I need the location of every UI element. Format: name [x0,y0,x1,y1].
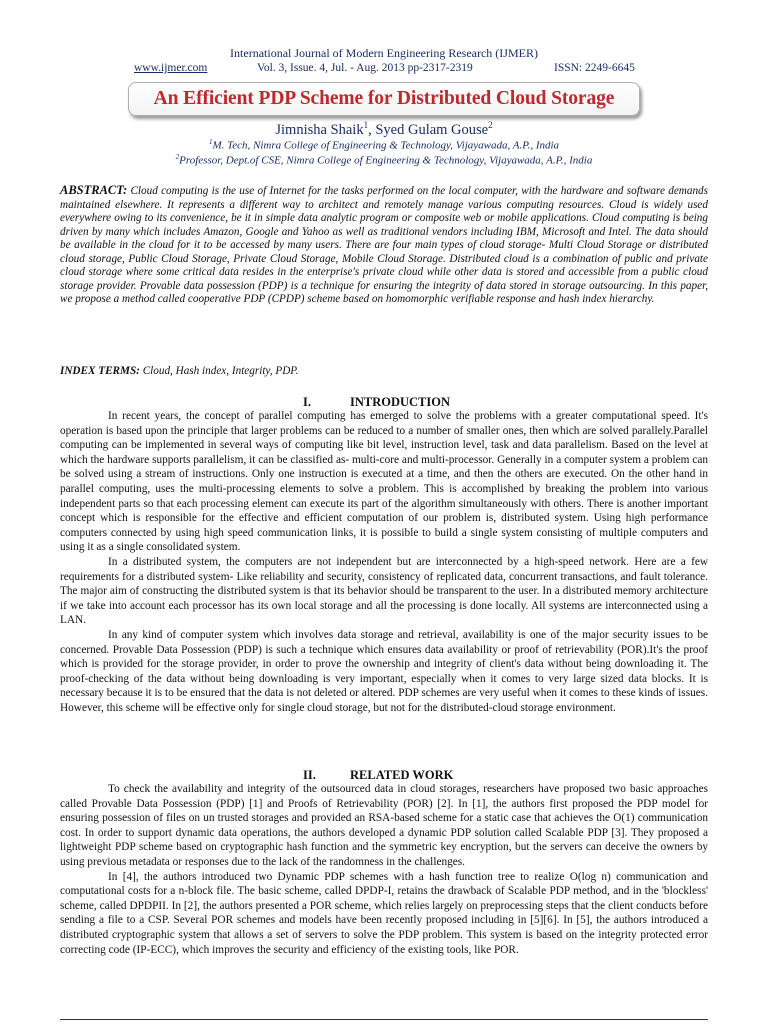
journal-url-link[interactable]: www.ijmer.com [134,62,208,74]
index-terms-text: Cloud, Hash index, Integrity, PDP. [139,365,299,377]
affiliation-1 [0,138,768,152]
paragraph: In [4], the authors introduced two Dynamic PDP schemes with a hash function tree to realize O(log n) communication and computational costs for a n-block file. The basic scheme, called DPDP-I, retains the drawback of Scalable PDP method, and in the 'blockless' scheme, called DPDPII. In [2], the authors presented a POR scheme, which relies largely on preprocessing steps that the client conducts before sending a file to a CSP. Several POR schemes and models have been recently proposed including in [5][6]. In [5], the authors introduced a distributed cryptographic system that allows a set of servers to solve the PDP problem. This system is based on the integrity protected error correcting code (IP-ECC), which improves the security and efficiency of the existing tools, like POR. [60,870,708,956]
abstract-text: Cloud computing is the use of Internet for the tasks performed on the local computer, with the hardware and software demands maintained elsewhere. It represents a different way to architect and remotely manage various computing resources. Cloud is widely used everywhere owing to its convenience, be it in simple data analytic program or composite web or mobile applications. Cloud computing is being driven by many which includes Amazon, Google and Yahoo as well as traditional vendors including IBM, Microsoft and Intel. The data should be available in the cloud for it to be accessed by many users. There are four main types of cloud storage- Multi Cloud Storage or distributed cloud storage, Public Cloud Storage, Private Cloud Storage, Mobile Cloud Storage. Distributed cloud is a combination of public and private cloud storage where some critical data resides in the enterprise's private cloud while other data is stored and accessible from a public cloud storage provider. Provable data possession (PDP) is a technique for ensuring the integrity of data stored in storage outsourcing. In this paper, we propose a method called cooperative PDP (CPDP) scheme based on homomorphic verifiable response and hash index hierarchy. [60,185,708,305]
issn: ISSN: 2249-6645 [554,62,635,74]
journal-name: International Journal of Modern Engineering Research (IJMER) [230,46,538,60]
section-number: I. [303,395,311,409]
affiliation-superscript: 2 [175,153,180,161]
author-line [0,120,768,139]
related-work-body [60,782,708,957]
paragraph: In recent years, the concept of parallel computing has emerged to solve the problems with a greater computational speed. It's operation is based upon the principle that larger problems can be reduced to a number of smaller ones, then which are solved parallely.Parallel computing can be implemented in several ways of computing like bit level, instruction level, task and data parallelism. Based on the level at which the hardware supports parallelism, it can be classified as- multi-core and multi-processor. Generally in a computer system a problem can be solved using a stream of instructions. Only one instruction is executed at a time, and then the others are executed. On the other hand in parallel computing, uses the multi-processing elements to solve a problem. This is accomplished by breaking the problem into various independent parts so that each processing element can execute its part of the algorithm simultaneously with others. There is another important concept which is responsible for the effective and efficient computation of our problem is, distributed system. Using high performance computers connected by using high speed communication links, it is possible to build a single system consisting of multiple computers and using it as a single consolidated system. [60,410,708,554]
author-separator: , [368,121,376,138]
abstract [60,184,708,307]
affiliation-2 [0,153,768,167]
paper-title: An Efficient PDP Scheme for Distributed Cloud Storage [153,88,615,109]
section-title: RELATED WORK [350,768,454,782]
paragraph: To check the availability and integrity of the outsourced data in cloud storages, researchers have proposed two basic approaches called Provable Data Possession (PDP) [1] and Proofs of Retrievability (POR) [2]. In [1], the authors first proposed the PDP model for ensuring possession of files on un trusted storages and provided an RSA-based scheme for a static case that achieves the O(1) communication cost. In order to support dynamic data operations, the authors developed a dynamic PDP solution called Scalable PDP [3]. They proposed a lightweight PDP scheme based on cryptographic hash function and the symmetric key encryption, but the servers can deceive the owners by using previous metadata or responses due to the lack of the randomness in the challenges. [60,783,708,868]
volume-info: Vol. 3, Issue. 4, Jul. - Aug. 2013 pp-2317-2319 [257,62,473,74]
index-terms [60,365,708,377]
affiliation-text: M. Tech, Nimra College of Engineering & Technology, Vijayawada, A.P., India [212,139,560,152]
affiliation-superscript: 1 [208,138,213,146]
author-name: Syed Gulam Gouse [375,121,489,138]
index-terms-label: INDEX TERMS: [60,365,140,377]
title-banner [128,82,640,116]
abstract-label: ABSTRACT: [60,183,128,197]
section-number: II. [303,768,316,782]
author-name: Jimnisha Shaik [275,121,364,138]
affiliation-text: Professor, Dept.of CSE, Nimra College of Engineering & Technology, Vijayawada, A.P., India [179,154,593,167]
author-superscript: 2 [488,120,493,130]
author-superscript: 1 [363,120,369,130]
introduction-body [60,409,708,715]
footer-divider [60,1019,708,1020]
section-title: INTRODUCTION [350,395,451,409]
paragraph: In a distributed system, the computers are not independent but are interconnected by a high-speed network. Here are a few requirements for a distributed system- Like reliability and security, consistency of replicated data, concurrent transactions, and fault tolerance. The major aim of constructing the distributed system is that its behavior should be transparent to the user. In a distributed memory architecture if we take into account each processor has its own local storage and all the processing is done locally. All systems are interconnected using a LAN. [60,555,708,627]
paragraph: In any kind of computer system which involves data storage and retrieval, availability is one of the major security issues to be concerned. Provable Data Possession (PDP) is such a technique which ensures data availability or proof of retrievability (POR).It's the proof which is provided for the storage provider, in order to prove the ownership and integrity of client's data without being downloading it. The proof-checking of the data without being downloading is very important, especially when it comes to very large sized data blocks. It is necessary because it is to be ensured that the data is not deleted or altered. PDP schemes are very useful when it comes to these kinds of issues. However, this scheme will be effective only for single cloud storage, but not for the distributed-cloud storage environment. [60,628,708,714]
